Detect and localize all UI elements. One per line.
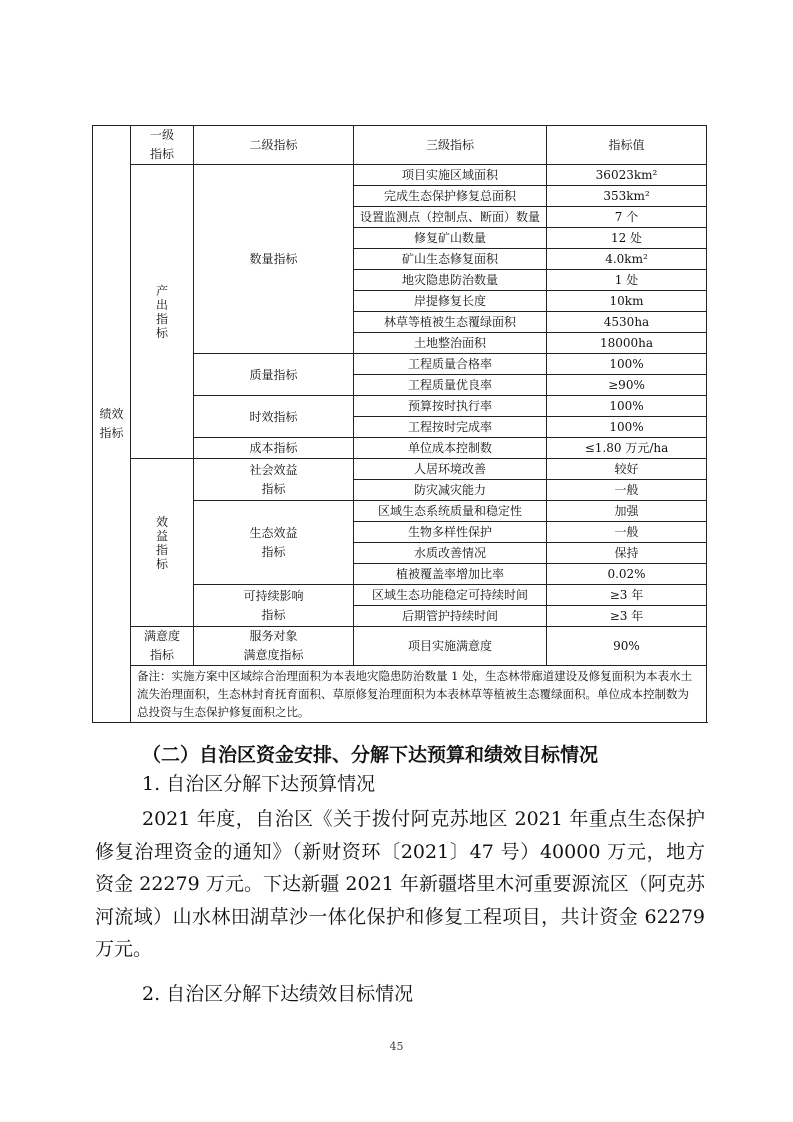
cost-label: 成本指标 [194,438,354,459]
table-row [93,165,707,186]
sustain-label: 可持续影响 指标 [194,585,354,627]
performance-table [92,125,707,723]
quantity-label: 数量指标 [194,165,354,354]
benefit-label-char: 益 [155,528,168,543]
table-row [93,627,707,666]
header-level2: 二级指标 [194,126,354,165]
indicator-value: 12 处 [547,228,707,249]
social-label: 社会效益 指标 [194,459,354,501]
benefit-label-char: 效 [155,514,168,529]
indicator-name: 修复矿山数量 [354,228,547,249]
output-label-char: 标 [155,325,168,340]
indicator-name: 水质改善情况 [354,543,547,564]
perf-label: 绩效 指标 [93,126,131,723]
indicator-value: 较好 [547,459,707,480]
service-label: 服务对象 满意度指标 [194,627,354,666]
body-paragraph [95,803,705,966]
output-label-char: 产 [155,283,168,298]
indicator-value: 一般 [547,480,707,501]
quality-label: 质量指标 [194,354,354,396]
indicator-value: 7 个 [547,207,707,228]
indicator-name: 工程质量合格率 [354,354,547,375]
output-label-char: 指 [155,311,168,326]
indicator-name: 设置监测点（控制点、断面）数量 [354,207,547,228]
indicator-value: 0.02% [547,564,707,585]
benefit-label-char: 指 [155,542,168,557]
indicator-name: 人居环境改善 [354,459,547,480]
indicator-name: 完成生态保护修复总面积 [354,186,547,207]
indicator-value: 保持 [547,543,707,564]
indicator-value: 353km² [547,186,707,207]
indicator-value: ≥90% [547,375,707,396]
indicator-name: 土地整治面积 [354,333,547,354]
indicator-name: 区域生态功能稳定可持续时间 [354,585,547,606]
indicator-name: 生物多样性保护 [354,522,547,543]
table-note: 备注：实施方案中区域综合治理面积为本表地灾隐患防治数量 1 处，生态林带廊道建设及修复面积为本表水土流失治理面积，生态林封育抚育面积、草原修复治理面积为本表林草等植被生态覆绿面积。单位成本控制数为总投资与生态保护修复面积之比。 [131,666,707,723]
indicator-value: ≤1.80 万元/ha [547,438,707,459]
indicator-name: 项目实施区域面积 [354,165,547,186]
output-label [131,165,194,459]
subheading-targets: 2. 自治区分解下达绩效目标情况 [142,983,414,1005]
eco-label: 生态效益 指标 [194,501,354,585]
indicator-name: 单位成本控制数 [354,438,547,459]
page-number: 45 [389,1040,404,1053]
indicator-name: 后期管护持续时间 [354,606,547,627]
indicator-name: 工程质量优良率 [354,375,547,396]
indicator-name: 地灾隐患防治数量 [354,270,547,291]
indicator-value: 加强 [547,501,707,522]
satisfaction-label: 满意度 指标 [131,627,194,666]
indicator-value: 一般 [547,522,707,543]
timeliness-label: 时效指标 [194,396,354,438]
indicator-value: 10km [547,291,707,312]
header-value: 指标值 [547,126,707,165]
benefit-label-char: 标 [155,556,168,571]
indicator-name: 林草等植被生态覆绿面积 [354,312,547,333]
indicator-value: 36023km² [547,165,707,186]
indicator-name: 预算按时执行率 [354,396,547,417]
header-level1: 一级 指标 [131,126,194,165]
indicator-name: 工程按时完成率 [354,417,547,438]
indicator-name: 岸提修复长度 [354,291,547,312]
indicator-value: 18000ha [547,333,707,354]
table-row [93,459,707,480]
indicator-name: 矿山生态修复面积 [354,249,547,270]
subheading-budget: 1. 自治区分解下达预算情况 [142,773,376,795]
indicator-value: ≥3 年 [547,606,707,627]
body-text: 2021 年度，自治区《关于拨付阿克苏地区 2021 年重点生态保护修复治理资金的通知》（新财资环〔2021〕47 号）40000 万元，地方资金 22279 万元。下达新疆 2021 年新疆塔里木河重要源流区（阿克苏河流域）山水林田湖草沙一体化保护和修复工程项目，共计资金 62279 万元。 [95,808,705,961]
indicator-value: ≥3 年 [547,585,707,606]
indicator-value: 4530ha [547,312,707,333]
table-header-row [93,126,707,165]
section-heading: （二）自治区资金安排、分解下达预算和绩效目标情况 [142,744,599,766]
indicator-value: 100% [547,396,707,417]
header-level3: 三级指标 [354,126,547,165]
indicator-value: 1 处 [547,270,707,291]
indicator-name: 植被覆盖率增加比率 [354,564,547,585]
indicator-value: 90% [547,627,707,666]
indicator-name: 防灾减灾能力 [354,480,547,501]
indicator-value: 4.0km² [547,249,707,270]
indicator-name: 项目实施满意度 [354,627,547,666]
indicator-value: 100% [547,417,707,438]
indicator-name: 区域生态系统质量和稳定性 [354,501,547,522]
indicator-value: 100% [547,354,707,375]
note-row [93,666,707,723]
benefit-label [131,459,194,627]
output-label-char: 出 [155,297,168,312]
